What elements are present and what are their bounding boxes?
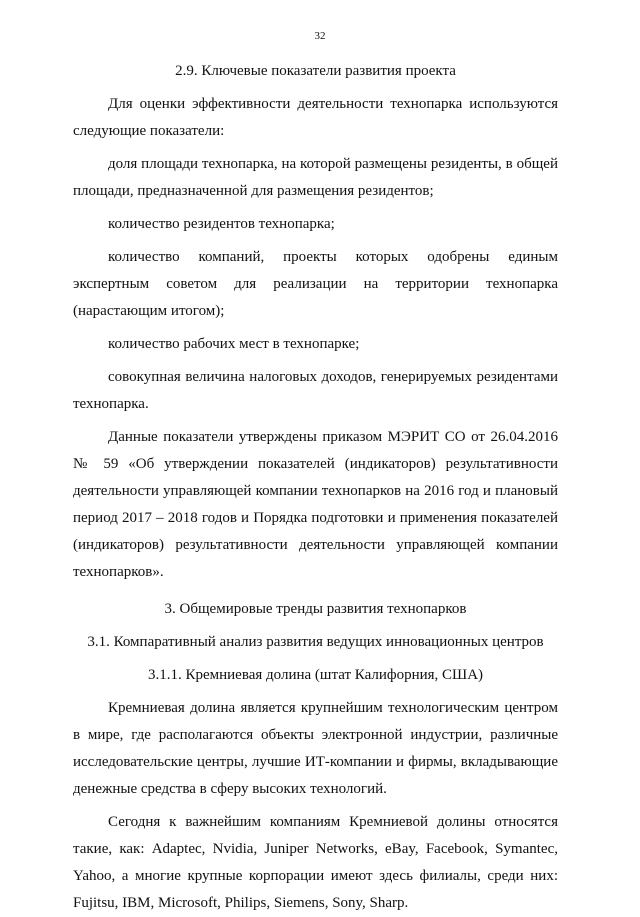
page-number: 32 xyxy=(314,30,326,42)
indicator-item: количество резидентов технопарка; xyxy=(108,216,335,232)
subsection-3-1-1-heading: 3.1.1. Кремниевая долина (штат Калифорния, США) xyxy=(147,667,484,683)
body-paragraph: Сегодня к важнейшим компаниям Кремниевой долины относятся такие, как: Adaptec, Nvidia, Juniper Networks, eBay, Facebook, Symantec, Yahoo, а многие крупные корпорации имеют здесь филиалы, среди них: Fujitsu, IBM, Microsoft, Philips, Siemens, Sony, Sharp. xyxy=(73,814,558,911)
indicator-item: доля площади технопарка, на которой размещены резиденты, в общей площади, предназначенной для размещения резидентов; xyxy=(73,156,558,199)
body-paragraph: Кремниевая долина является крупнейшим технологическим центром в мире, где располагаются объекты электронной индустрии, различные исследовательские центры, лучшие ИТ-компании и фирмы, вкладывающие денежные средства в сферу высоких технологий. xyxy=(73,700,558,797)
section-3-heading: 3. Общемировые тренды развития технопарков xyxy=(164,601,467,617)
document-body xyxy=(73,58,558,917)
section-2-9-heading: 2.9. Ключевые показатели развития проекта xyxy=(175,63,456,79)
indicator-item: совокупная величина налоговых доходов, генерируемых резидентами технопарка. xyxy=(73,369,558,412)
indicator-item: количество рабочих мест в технопарке; xyxy=(108,336,360,352)
subsection-3-1-heading: 3.1. Компаративный анализ развития ведущих инновационных центров xyxy=(87,634,544,650)
approval-paragraph: Данные показатели утверждены приказом МЭРИТ СО от 26.04.2016 № 59 «Об утверждении показателей (индикаторов) результативности деятельности управляющей компании технопарков на 2016 год и плановый период 2017 – 2018 годов и Порядка подготовки и применения показателей (индикаторов) результативности деятельности управляющей компании технопарков». xyxy=(73,429,558,580)
section-2-9-intro: Для оценки эффективности деятельности технопарка используются следующие показатели: xyxy=(73,96,558,139)
indicator-item: количество компаний, проекты которых одобрены единым экспертным советом для реализации на территории технопарка (нарастающим итогом); xyxy=(73,249,558,319)
